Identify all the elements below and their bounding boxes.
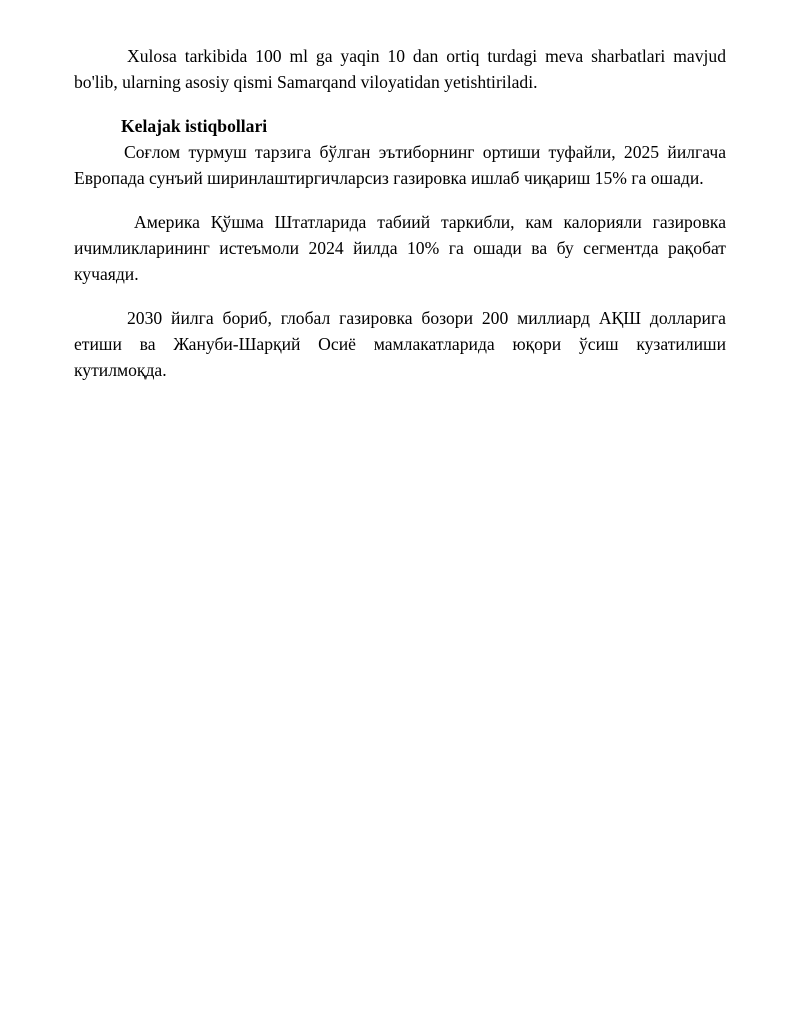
section-heading-future-prospects: Kelajak istiqbollari [121,116,268,136]
paragraph-europe-forecast: Соғлом турмуш тарзига бўлган эътиборнинг ортиши туфайли, 2025 йилгача Европада сунъий ширинлаштиргичларсиз газировка ишлаб чиқариш 15% га ошади. [74,142,726,188]
spacer [74,287,726,305]
spacer [74,95,726,113]
paragraph-fruit-juices: Xulosa tarkibida 100 ml ga yaqin 10 dan ortiq turdagi meva sharbatlari mavjud bo'lib, ularning asosiy qismi Samarqand viloyatidan yetishtiriladi. [74,46,726,92]
spacer [74,191,726,209]
paragraph-global-market-forecast: 2030 йилга бориб, глобал газировка бозори 200 миллиард АҚШ долларига етиши ва Жануби-Шарқий Осиё мамлакатларида юқори ўсиш кузатилиши кутилмоқда. [74,308,726,380]
paragraph-usa-forecast: Америка Қўшма Штатларида табиий таркибли, кам калорияли газировка ичимликларининг истеъмоли 2024 йилда 10% га ошади ва бу сегментда рақобат кучаяди. [74,212,726,284]
document-page [74,43,726,383]
